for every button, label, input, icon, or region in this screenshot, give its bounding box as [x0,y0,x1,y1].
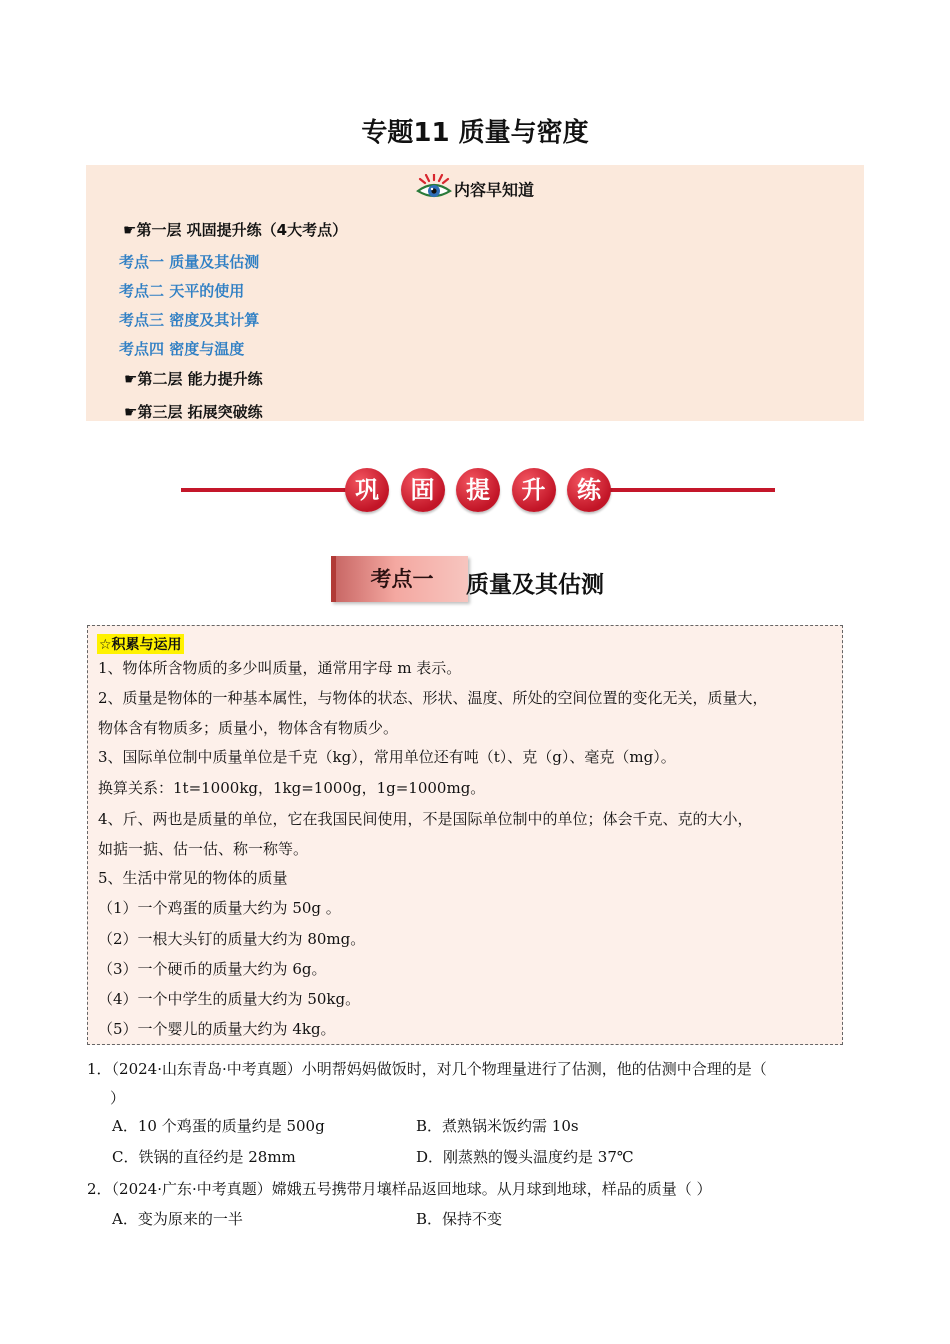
notes-line: （2）一根大头钉的质量大约为 80mg。 [98,930,366,948]
section-banner [181,466,775,516]
notes-box [87,625,843,1045]
banner-rule-right [605,488,775,492]
notes-line: （1）一个鸡蛋的质量大约为 50g 。 [98,899,341,917]
notes-line: 4、斤、两也是质量的单位，它在我国民间使用，不是国际单位制中的单位；体会千克、克的大小， [98,810,753,828]
banner-char: 巩 [345,468,389,512]
notes-heading: ☆积累与运用 [97,634,184,654]
toc-heading-text: 内容早知道 [453,180,534,200]
banner-char: 升 [512,468,556,512]
notes-line: 2、质量是物体的一种基本属性，与物体的状态、形状、温度、所处的空间位置的变化无关，质量大， [98,689,768,707]
question-1-option-b[interactable]: B．煮熟锅米饭约需 10s [416,1117,579,1135]
notes-line: （5）一个婴儿的质量大约为 4kg。 [98,1020,336,1038]
toc-point-2[interactable]: 考点二 天平的使用 [119,282,245,300]
banner-rule-left [181,488,351,492]
toc-layer-1[interactable]: ☛第一层 巩固提升练（4大考点） [123,221,348,239]
notes-line: 如掂一掂、估一估、称一称等。 [98,840,309,858]
question-2-option-a[interactable]: A．变为原来的一半 [112,1210,243,1228]
page-title: 专题11 质量与密度 [361,118,589,148]
toc-point-3[interactable]: 考点三 密度及其计算 [119,311,260,329]
notes-line: 1、物体所含物质的多少叫质量，通常用字母 m 表示。 [98,659,462,677]
toc-box [86,165,864,421]
banner-char: 提 [456,468,500,512]
banner-char: 固 [401,468,445,512]
eye-icon [416,174,452,204]
notes-line: （3）一个硬币的质量大约为 6g。 [98,960,327,978]
toc-layer-3[interactable]: ☛第三层 拓展突破练 [124,403,263,421]
notes-line: 3、国际单位制中质量单位是千克（kg），常用单位还有吨（t）、克（g）、毫克（mg）。 [98,748,676,766]
question-2-stem: 2．（2024·广东·中考真题）嫦娥五号携带月壤样品返回地球。从月球到地球，样品的质量（ ） [87,1180,712,1198]
notes-line: 5、生活中常见的物体的质量 [98,869,288,887]
question-1-option-a[interactable]: A．10 个鸡蛋的质量约是 500g [112,1117,325,1135]
toc-heading [86,174,864,204]
question-2-option-b[interactable]: B．保持不变 [416,1210,503,1228]
question-1-option-c[interactable]: C．铁锅的直径约是 28mm [112,1148,296,1166]
toc-layer-2[interactable]: ☛第二层 能力提升练 [124,370,263,388]
banner-circles [345,466,611,516]
toc-point-1[interactable]: 考点一 质量及其估测 [119,253,260,271]
notes-line: （4）一个中学生的质量大约为 50kg。 [98,990,361,1008]
banner-char: 练 [567,468,611,512]
notes-line: 换算关系：1t=1000kg，1kg=1000g，1g=1000mg。 [98,779,486,797]
section-label: 考点一 [331,556,468,602]
question-1-stem-end: ） [110,1089,126,1107]
toc-point-4[interactable]: 考点四 密度与温度 [119,340,245,358]
section-title: 质量及其估测 [466,572,604,598]
notes-line: 物体含有物质多；质量小，物体含有物质少。 [98,719,399,737]
question-1-option-d[interactable]: D．刚蒸熟的馒头温度约是 37℃ [416,1148,634,1166]
question-1-stem: 1．（2024·山东青岛·中考真题）小明帮妈妈做饭时，对几个物理量进行了估测，他的估测中合理的是（ [87,1060,767,1078]
